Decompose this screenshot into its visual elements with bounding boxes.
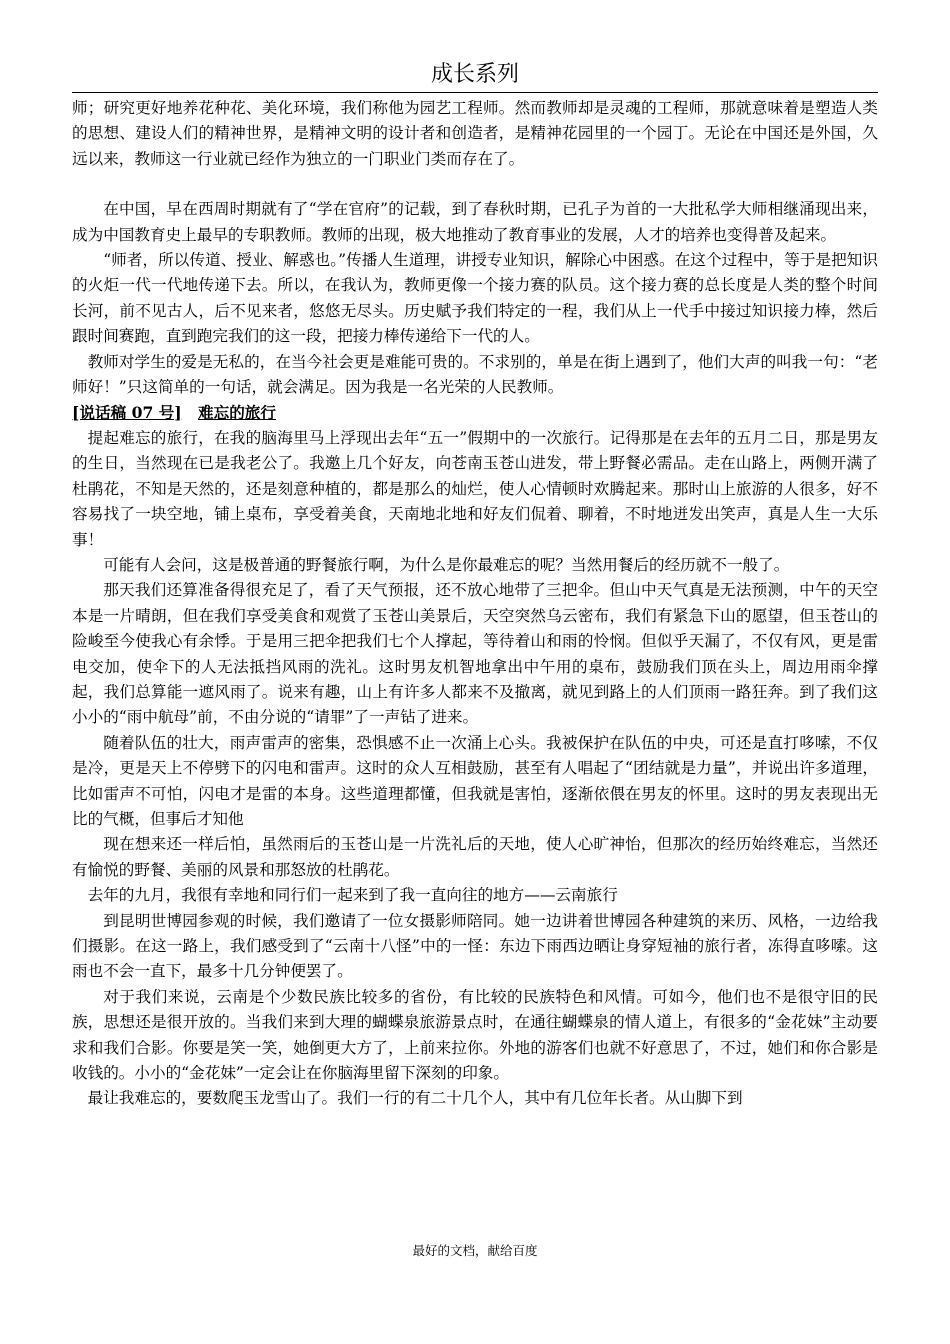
section-title: 难忘的旅行 [198, 403, 276, 423]
section-heading [72, 400, 878, 425]
paragraph: 现在想来还一样后怕，虽然雨后的玉苍山是一片洗礼后的天地，使人心旷神怡，但那次的经历始终难忘，当然还有愉悦的野餐、美丽的风景和那怒放的杜鹃花。 [72, 835, 878, 879]
paragraph: 随着队伍的壮大，雨声雷声的密集，恐惧感不止一次涌上心头。我被保护在队伍的中央，可还是直打哆嗦，不仅是冷，更是天上不停劈下的闪电和雷声。这时的众人互相鼓励，甚至有人唱起了“团结就是力量”，并说出许多道理，比如雷声不可怕，闪电才是雷的本身。这些道理都懂，但我就是害怕，逐渐依偎在男友的怀里。这时的男友表现出无比的气概，但事后才知他 [72, 733, 878, 828]
paragraph: 可能有人会问，这是极普通的野餐旅行啊，为什么是你最难忘的呢？当然用餐后的经历就不一般了。 [103, 555, 790, 574]
paragraph: 师；研究更好地养花种花、美化环境，我们称他为园艺工程师。然而教师却是灵魂的工程师，那就意味着是塑造人类的思想、建设人们的精神世界，是精神文明的设计者和创造者，是精神花园里的一个园丁。无论在中国还是外国，久远以来，教师这一行业就已经作为独立的一门职业门类而存在了。 [72, 99, 878, 168]
paragraph: 到昆明世博园参观的时候，我们邀请了一位女摄影师陪同。她一边讲着世博园各种建筑的来历、风格，一边给我们摄影。在这一路上，我们感受到了“云南十八怪”中的一怪：东边下雨西边晒让身穿短袖的旅行者，冻得直哆嗦。这雨也不会一直下，最多十几分钟便罢了。 [72, 911, 878, 981]
paragraph: 教师对学生的爱是无私的，在当今社会更是难能可贵的。不求别的，单是在街上遇到了，他们大声的叫我一句：“老师好！”只这简单的一句话，就会满足。因为我是一名光荣的人民教师。 [72, 352, 878, 397]
paragraph: 提起难忘的旅行，在我的脑海里马上浮现出去年“五一”假期中的一次旅行。记得那是在去年的五月二日，那是男友的生日，当然现在已是我老公了。我邀上几个好友，向苍南玉苍山进发，带上野餐必需品。走在山路上，两侧开满了杜鹃花，不知是天然的，还是刻意种植的，都是那么的灿烂，使人心情顿时欢腾起来。那时山上旅游的人很多，好不容易找了一块空地，铺上桌布，享受着美食，天南地北地和好友们侃着、聊着，不时地迸发出笑声，真是人生一大乐事！ [72, 428, 878, 549]
paragraph: 去年的九月，我很有幸地和同行们一起来到了我一直向往的地方——云南旅行 [87, 886, 618, 905]
page-footer-text: 最好的文档，献给百度 [412, 1243, 538, 1258]
document-body [72, 96, 878, 1112]
paragraph: 那天我们还算准备得很充足了，看了天气预报，还不放心地带了三把伞。但山中天气真是无法预测，中午的天空本是一片晴朗，但在我们享受美食和观赏了玉苍山美景后，天空突然乌云密布，我们有紧急下山的愿望，但玉苍山的险峻至今使我心有余悸。于是用三把伞把我们七个人撑起，等待着山和雨的怜悯。但似乎天漏了，不仅有风，更是雷电交加，使伞下的人无法抵挡风雨的洗礼。这时男友机智地拿出中午用的桌布，鼓励我们顶在头上，周边用雨伞撑起，我们总算能一遮风雨了。说来有趣，山上有许多人都来不及撤离，就见到路上的人们顶雨一路狂奔。到了我们这小小的“雨中航母”前，不由分说的“请罪”了一声钻了进来。 [72, 581, 878, 727]
paragraph: 最让我难忘的，要数爬玉龙雪山了。我们一行的有二十几个人，其中有几位年长者。从山脚下到 [87, 1089, 743, 1108]
section-number: [说话稿 07 号] [72, 403, 182, 423]
paragraph-gap [72, 172, 878, 197]
header-divider [72, 92, 878, 93]
paragraph: 在中国，早在西周时期就有了“学在官府”的记载，到了春秋时期，已孔子为首的一大批私学大师相继涌现出来，成为中国教育史上最早的专职教师。教师的出现，极大地推动了教育事业的发展，人才的培养也变得普及起来。 [72, 200, 878, 244]
paragraph: “师者，所以传道、授业、解惑也。”传播人生道理，讲授专业知识，解除心中困惑。在这个过程中，等于是把知识的火炬一代一代地传递下去。所以，在我认为，教师更像一个接力赛的队员。这个接力赛的总长度是人类的整个时间长河，前不见古人，后不见来者，悠悠无尽头。历史赋予我们特定的一程，我们从上一代手中接过知识接力棒，然后跟时间赛跑，直到跑完我们的这一段，把接力棒传递给下一代的人。 [72, 251, 878, 346]
paragraph: 对于我们来说，云南是个少数民族比较多的省份，有比较的民族特色和风情。可如今，他们也不是很守旧的民族，思想还是很开放的。当我们来到大理的蝴蝶泉旅游景点时，在通往蝴蝶泉的情人道上，有很多的“金花妹”主动要求和我们合影。你要是笑一笑，她倒更大方了，上前来拉你。外地的游客们也就不好意思了，不过，她们和你合影是收钱的。小小的“金花妹”一定会让在你脑海里留下深刻的印象。 [72, 987, 878, 1083]
page-header-title: 成长系列 [430, 62, 519, 87]
